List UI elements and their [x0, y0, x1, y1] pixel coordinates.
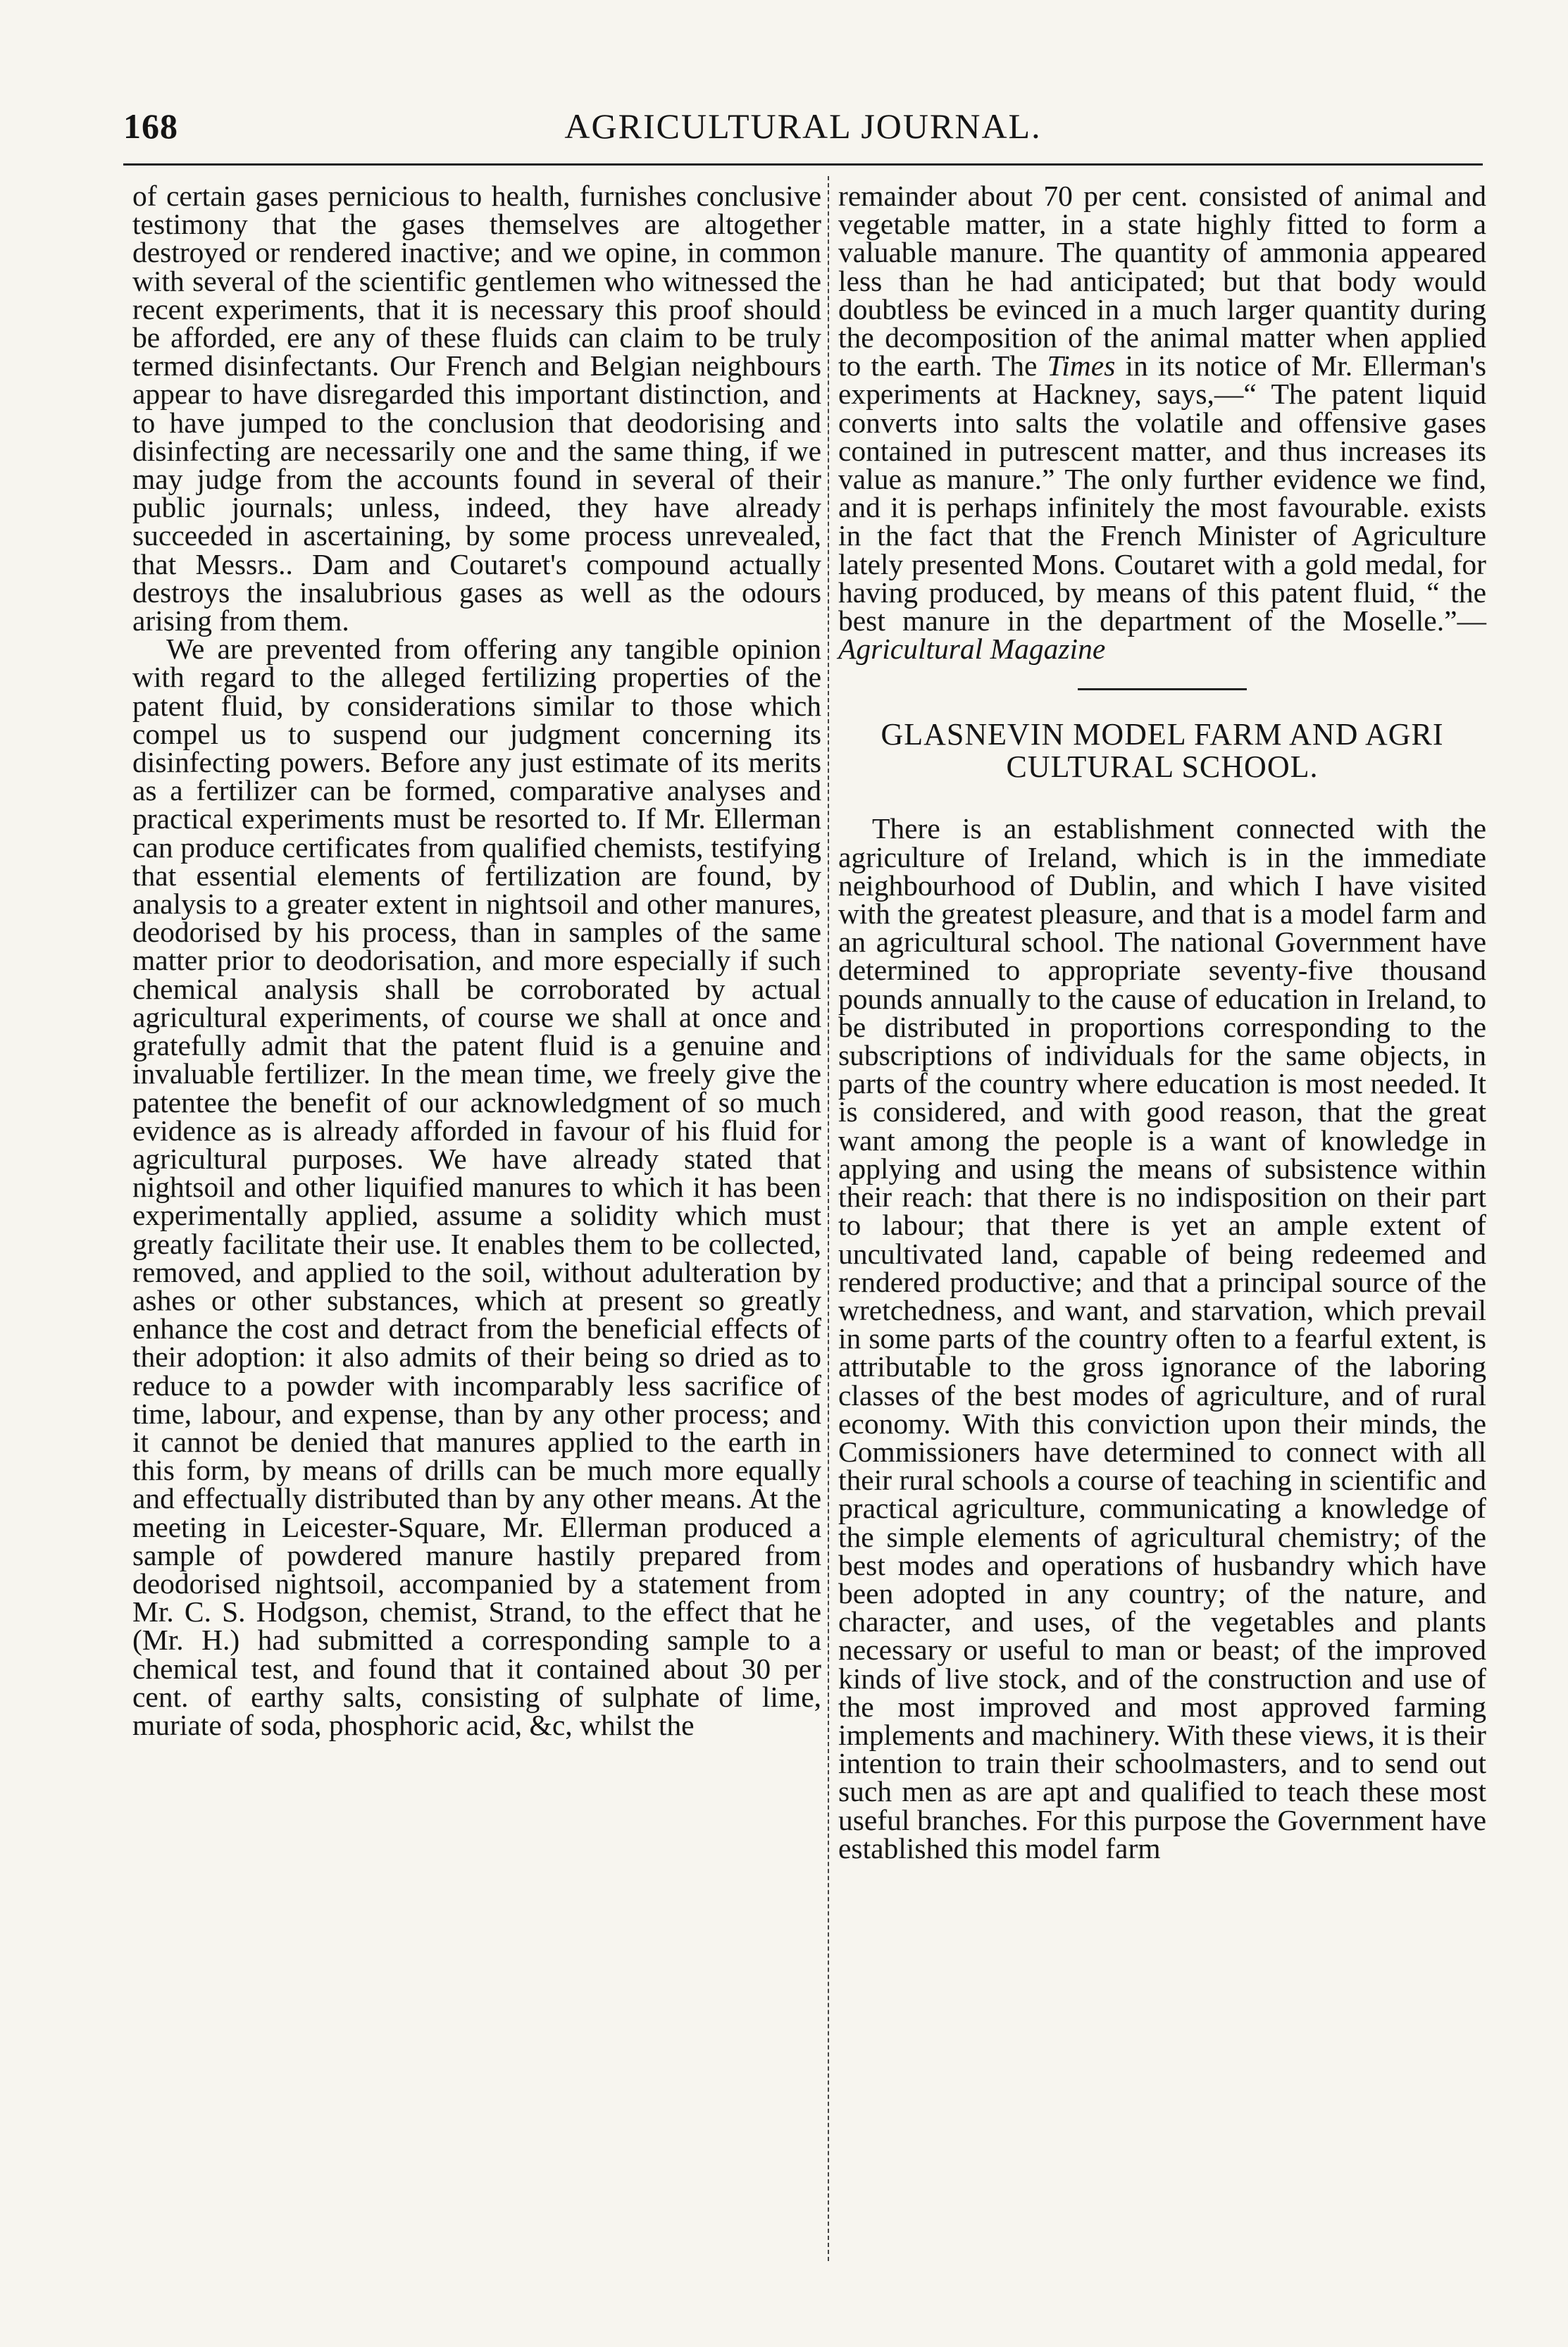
header-rule	[123, 163, 1483, 166]
left-column	[132, 182, 821, 1739]
section-rule	[1078, 688, 1247, 690]
text-run: in its notice of Mr. Ellerman's experiments at Hackney, says,—“ The patent liquid converts into salts the volatile and offensive gases contained in putrescent matter, and thus increases its value as manure.” The only further evidence we find, and it is perhaps infinitely the most favourable. exists in the fact that the French Minister of Agriculture lately presented Mons. Coutaret with a gold medal, for having produced, by means of this patent fluid, “ the best manure in the department of the Moselle.”—	[838, 349, 1486, 637]
paragraph: of certain gases pernicious to health, furnishes conclusive testimony that the gases themselves are altogether destroyed or rendered inactive; and we opine, in common with several of the scientific gentlemen who witnessed the recent experiments, that it is necessary this proof should be afforded, ere any of these fluids can claim to be truly termed disinfectants. Our French and Belgian neighbours appear to have disregarded this important distinction, and to have jumped to the conclusion that deodorising and disinfecting are necessarily one and the same thing, if we may judge from the accounts found in several of their public journals; unless, indeed, they have already succeeded in ascertaining, by some process unrevealed, that Messrs.. Dam and Coutaret's compound actually destroys the insalubrious gases as well as the odours arising from them.	[132, 180, 821, 637]
paragraph	[838, 180, 1486, 666]
section-title-line: CULTURAL SCHOOL.	[1006, 749, 1319, 785]
page-number: 168	[123, 106, 178, 146]
section-title-line: GLASNEVIN MODEL FARM AND AGRI	[881, 717, 1444, 752]
source-citation: Agricultural Magazine	[838, 633, 1106, 666]
running-head: AGRICULTURAL JOURNAL.	[564, 106, 1042, 146]
publication-name: Times	[1047, 349, 1116, 382]
right-column	[838, 182, 1486, 1862]
column-divider	[828, 176, 829, 2261]
section-title	[838, 718, 1486, 783]
page-header	[123, 106, 1483, 155]
text-run: remainder about 70 per cent. consisted of animal and vegetable matter, in a state highly fitted to form a valuable manure. The quantity of ammonia appeared less than he had anticipated; but that body would doubtless be evinced in a much larger quantity during the decomposition of the animal matter when applied to the earth. The	[838, 180, 1486, 382]
paragraph: We are prevented from offering any tangible opinion with regard to the alleged fertilizing properties of the patent fluid, by considerations similar to those which compel us to suspend our judgment concerning its disinfecting powers. Before any just estimate of its merits as a fertilizer can be formed, comparative analyses and practical experiments must be resorted to. If Mr. Ellerman can produce certificates from qualified chemists, testifying that essential elements of fertilization are found, by analysis to a greater extent in nightsoil and other manures, deodorised by his process, than in samples of the same matter prior to deodorisation, and more especially if such chemical analysis shall be corroborated by actual agricultural experiments, of course we shall at once and gratefully admit that the patent fluid is a genuine and invaluable fertilizer. In the mean time, we freely give the patentee the benefit of our acknowledgment of so much evidence as is already afforded in favour of his fluid for agricultural purposes. We have already stated that nightsoil and other liquified manures to which it has been experimentally applied, assume a solidity which must greatly facilitate their use. It enables them to be collected, removed, and applied to the soil, without adulteration by ashes or other substances, which at present so greatly enhance the cost and detract from the beneficial effects of their adoption: it also admits of their being so dried as to reduce to a powder with incomparably less sacrifice of time, labour, and expense, than by any other process; and it cannot be denied that manures applied to the earth in this form, by means of drills can be much more equally and effectually distributed than by any other means. At the meeting in Leicester-Square, Mr. Ellerman produced a sample of powdered manure hastily prepared from deodorised nightsoil, accompanied by a statement from Mr. C. S. Hodgson, chemist, Strand, to the effect that he (Mr. H.) had submitted a corresponding sample to a chemical test, and found that it contained about 30 per cent. of earthy salts, consisting of sulphate of lime, muriate of soda, phosphoric acid, &c, whilst the	[132, 633, 821, 1741]
paragraph: There is an establishment connected with the agriculture of Ireland, which is in the immediate neighbourhood of Dublin, and which I have visited with the greatest pleasure, and that is a model farm and an agricultural school. The national Government have determined to appropriate seventy-five thousand pounds annually to the cause of education in Ireland, to be distributed in proportions corresponding to the subscriptions of individuals for the same objects, in parts of the country where education is most needed. It is considered, and with good reason, that the great want among the people is a want of knowledge in applying and using the means of subsistence within their reach: that there is no indisposition on their part to labour; that there is yet an ample extent of uncultivated land, capable of being redeemed and rendered productive; and that a principal source of the wretchedness, and want, and starvation, which prevail in some parts of the country often to a fearful extent, is attributable to the gross ignorance of the laboring classes of the best modes of agriculture, and of rural economy. With this conviction upon their minds, the Commissioners have determined to connect with all their rural schools a course of teaching in scientific and practical agriculture, communicating a knowledge of the simple elements of agricultural chemistry; of the best modes and operations of husbandry which have been adopted in any country; of the nature, and character, and uses, of the vegetables and plants necessary or useful to man or beast; of the improved kinds of live stock, and of the construction and use of the most improved and most approved farming implements and machinery. With these views, it is their intention to train their schoolmasters, and to send out such men as are apt and qualified to teach these most useful branches. For this purpose the Government have established this model farm	[838, 812, 1486, 1864]
